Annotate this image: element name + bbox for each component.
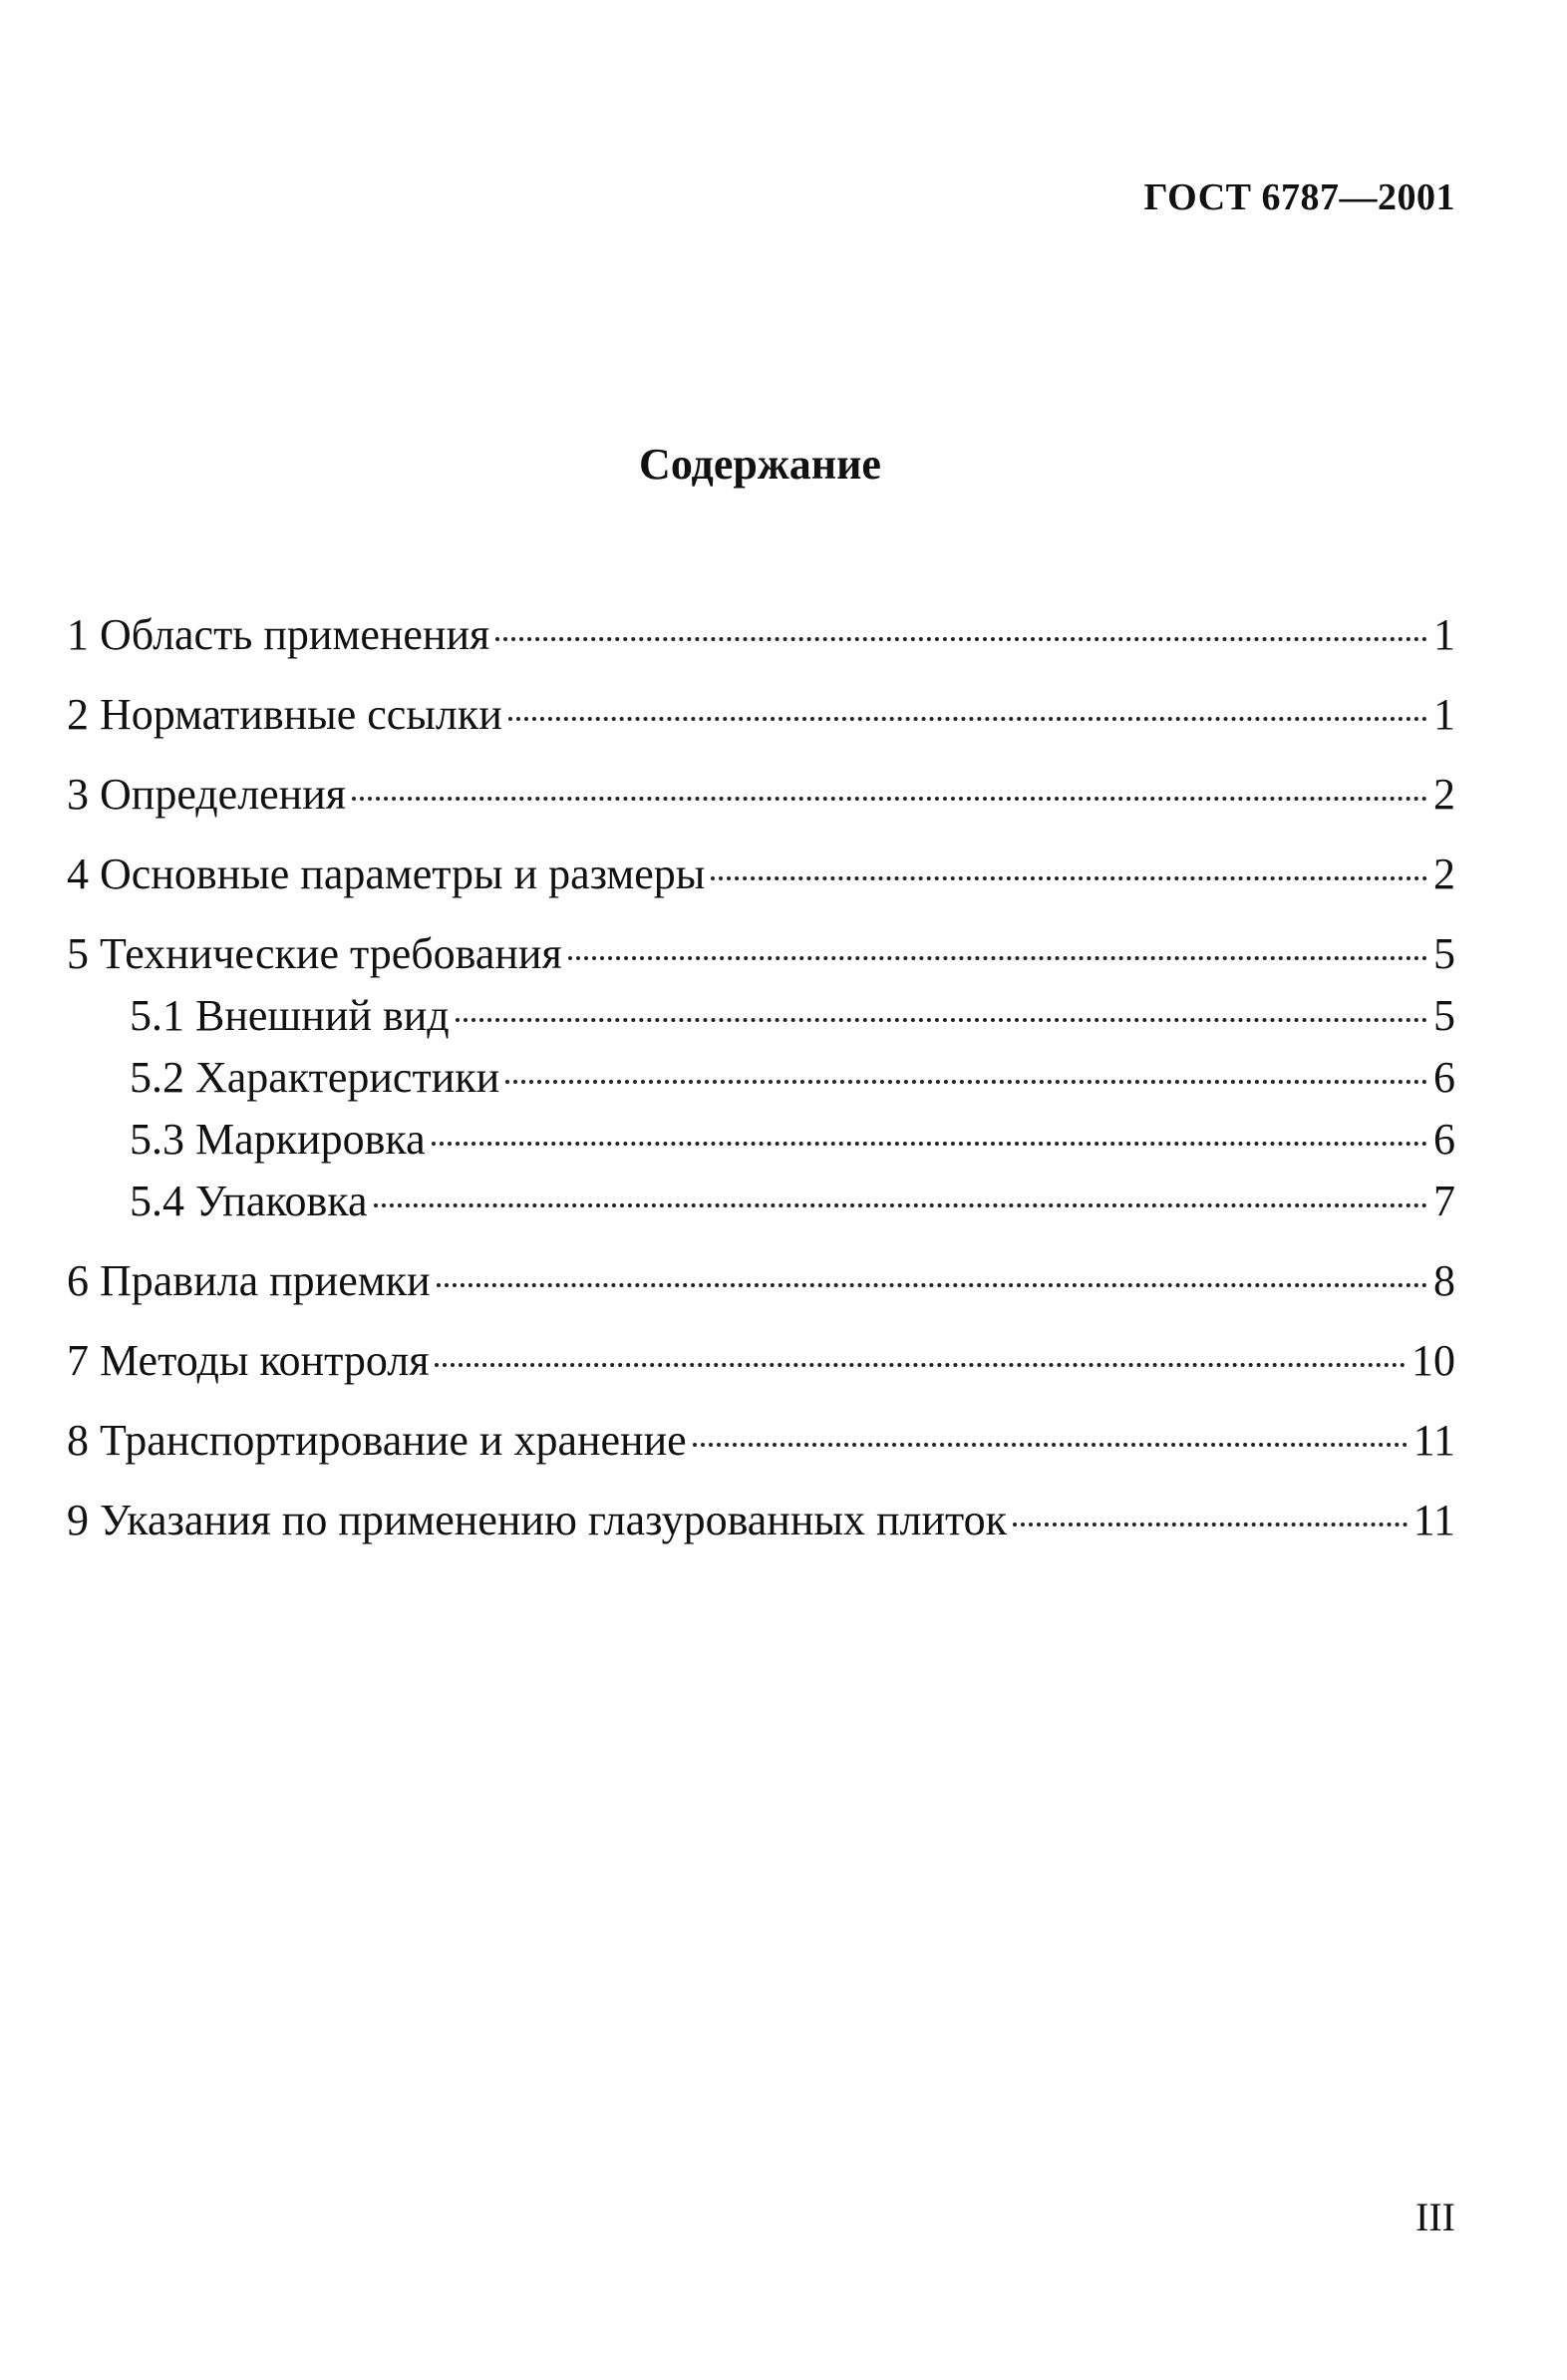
dot-leader xyxy=(435,1363,1406,1367)
toc-entry[interactable] xyxy=(67,924,1455,984)
dot-leader xyxy=(1013,1523,1408,1527)
toc-entry-label: 5 Технические требования xyxy=(67,929,562,978)
dot-leader xyxy=(432,1142,1427,1146)
toc-entry-label: 8 Транспортирование и хранение xyxy=(67,1416,687,1465)
toc-entry-label: 1 Область применения xyxy=(67,610,490,659)
toc-subentry[interactable] xyxy=(67,1110,1455,1170)
toc-entry-page: 1 xyxy=(1433,610,1455,659)
toc-title: Содержание xyxy=(639,440,881,489)
toc-entry-page: 8 xyxy=(1433,1256,1455,1305)
page-number: III xyxy=(1415,2195,1455,2239)
toc-entry-label: 5.4 Упаковка xyxy=(130,1177,368,1225)
toc-entry-page: 1 xyxy=(1433,690,1455,739)
toc-entry-page: 10 xyxy=(1411,1336,1455,1385)
toc-entry-page: 2 xyxy=(1433,770,1455,819)
dot-leader xyxy=(374,1203,1427,1207)
dot-leader xyxy=(508,717,1427,721)
toc-entry-label: 2 Нормативные ссылки xyxy=(67,690,502,739)
dot-leader xyxy=(711,876,1427,880)
toc-entry-label: 4 Основные параметры и размеры xyxy=(67,850,706,898)
toc-entry[interactable] xyxy=(67,845,1455,904)
toc-entry-page: 5 xyxy=(1433,929,1455,978)
toc-entry-page: 11 xyxy=(1412,1416,1455,1465)
table-of-contents xyxy=(67,605,1455,1550)
toc-entry-page: 5 xyxy=(1433,991,1455,1040)
toc-entry[interactable] xyxy=(67,1331,1455,1391)
dot-leader xyxy=(495,637,1427,641)
dot-leader xyxy=(437,1283,1427,1287)
toc-entry-page: 11 xyxy=(1412,1496,1455,1544)
toc-entry-label: 7 Методы контроля xyxy=(67,1336,430,1385)
toc-entry-page: 6 xyxy=(1433,1115,1455,1164)
toc-entry[interactable] xyxy=(67,1251,1455,1311)
toc-entry[interactable] xyxy=(67,1491,1455,1550)
toc-entry-label: 6 Правила приемки xyxy=(67,1256,431,1305)
document-code: ГОСТ 6787—2001 xyxy=(1143,176,1455,218)
toc-entry[interactable] xyxy=(67,1411,1455,1471)
toc-entry[interactable] xyxy=(67,605,1455,665)
toc-entry-label: 5.2 Характеристики xyxy=(130,1053,500,1102)
toc-subentry[interactable] xyxy=(67,1172,1455,1231)
toc-entry-page: 2 xyxy=(1433,850,1455,898)
toc-entry-label: 5.3 Маркировка xyxy=(130,1115,426,1164)
toc-entry-page: 6 xyxy=(1433,1053,1455,1102)
toc-entry-label: 3 Определения xyxy=(67,770,347,819)
toc-entry-label: 5.1 Внешний вид xyxy=(130,991,450,1040)
dot-leader xyxy=(568,956,1427,960)
dot-leader xyxy=(352,797,1427,801)
toc-entry[interactable] xyxy=(67,685,1455,745)
dot-leader xyxy=(456,1018,1427,1022)
toc-entry-page: 7 xyxy=(1433,1177,1455,1225)
dot-leader xyxy=(693,1443,1408,1447)
toc-entry-label: 9 Указания по применению глазурованных плиток xyxy=(67,1496,1008,1544)
toc-subentry[interactable] xyxy=(67,1048,1455,1108)
toc-entry[interactable] xyxy=(67,765,1455,825)
toc-subentry[interactable] xyxy=(67,986,1455,1046)
dot-leader xyxy=(505,1080,1427,1084)
